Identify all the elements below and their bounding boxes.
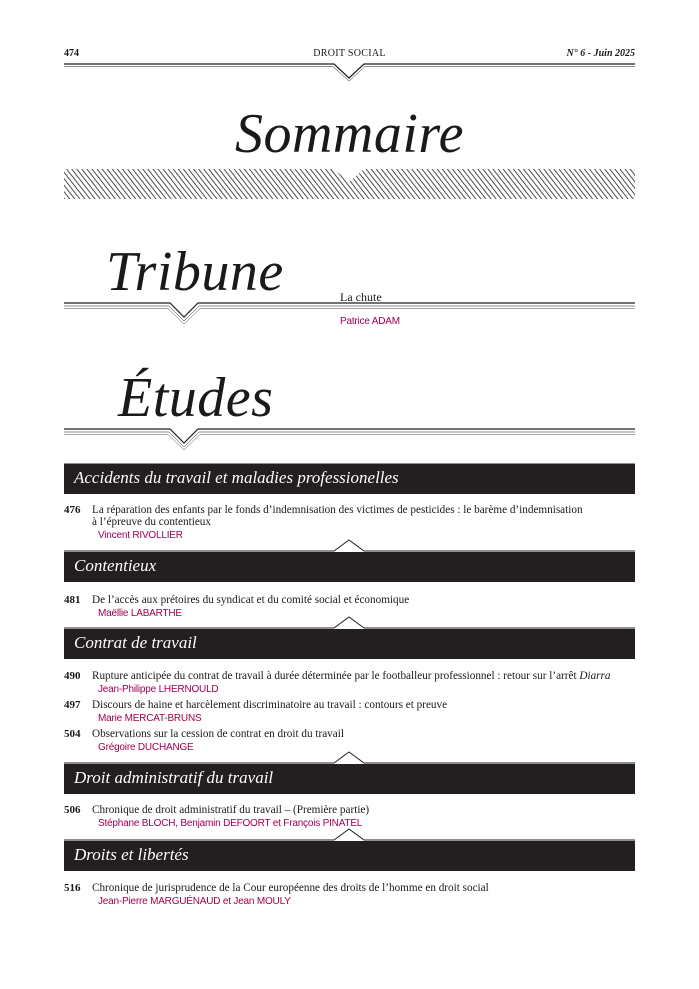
tribune-article-title[interactable]: La chute	[340, 290, 382, 304]
entry-page: 476	[64, 504, 81, 516]
hatched-band	[64, 166, 635, 200]
section-title: Contentieux	[74, 556, 157, 575]
entry-page: 516	[64, 882, 81, 894]
entry-title[interactable]: Discours de haine et harcèlement discriminatoire au travail : contours et preuve	[92, 699, 448, 711]
etudes-title: Études	[118, 367, 274, 429]
entry-page: 481	[64, 594, 81, 606]
entry-title[interactable]: Chronique de jurisprudence de la Cour européenne des droits de l’homme en droit social	[92, 882, 489, 894]
entry-page: 504	[64, 728, 81, 740]
header-rule-inner	[64, 67, 635, 82]
section-bar-accidents	[64, 464, 635, 494]
etudes-rule	[64, 429, 635, 443]
bar-notch-4	[64, 752, 635, 763]
entry-title[interactable]: De l’accès aux prétoires du syndicat et du comité social et économique	[92, 594, 410, 606]
entry-page: 497	[64, 699, 81, 711]
tribune-author: Patrice ADAM	[340, 316, 400, 327]
section-bar-droit-administratif	[64, 764, 635, 794]
etudes-rule-inner2	[64, 435, 635, 451]
section-title: Droits et libertés	[74, 845, 189, 864]
section-title: Contrat de travail	[74, 633, 197, 652]
journal-name: DROIT SOCIAL	[313, 48, 386, 59]
header-rule	[64, 64, 635, 78]
bar-notch-5	[64, 829, 635, 840]
section-bar-droits-libertes	[64, 841, 635, 871]
tribune-title: Tribune	[106, 241, 284, 303]
entry-page: 490	[64, 670, 81, 682]
sommaire-title: Sommaire	[234, 103, 464, 165]
entry-page: 506	[64, 804, 81, 816]
entry-title[interactable]: La réparation des enfants par le fonds d’indemnisation des victimes de pesticides : le barème d’indemnisation à l’épreuve du contentieux	[92, 504, 583, 528]
entry-author: Vincent RIVOLLIER	[98, 530, 183, 541]
entry-author: Stéphane BLOCH, Benjamin DEFOORT et François PINATEL	[98, 818, 363, 829]
entry-author: Jean-Philippe LHERNOULD	[98, 684, 219, 695]
bar-notch-2	[64, 540, 635, 551]
section-bar-contrat	[64, 629, 635, 659]
entry-title[interactable]: Observations sur la cession de contrat en droit du travail	[92, 728, 344, 740]
etudes-rule-inner	[64, 432, 635, 447]
section-bar-contentieux	[64, 552, 635, 582]
entry-author: Grégoire DUCHANGE	[98, 742, 194, 753]
tribune-rule	[64, 303, 635, 317]
entry-title[interactable]: Rupture anticipée du contrat de travail à durée déterminée par le footballeur professionnel : retour sur l’arrêt Diarra	[92, 670, 611, 682]
section-title: Accidents du travail et maladies professionelles	[74, 468, 399, 487]
page-number: 474	[64, 48, 79, 59]
issue-label: N° 6 - Juin 2025	[566, 48, 635, 59]
entry-author: Maëllie LABARTHE	[98, 608, 182, 619]
entry-title[interactable]: Chronique de droit administratif du travail – (Première partie)	[92, 804, 370, 816]
entry-author: Marie MERCAT-BRUNS	[98, 713, 202, 724]
entry-author: Jean-Pierre MARGUÉNAUD et Jean MOULY	[98, 896, 291, 907]
section-title: Droit administratif du travail	[74, 768, 274, 787]
